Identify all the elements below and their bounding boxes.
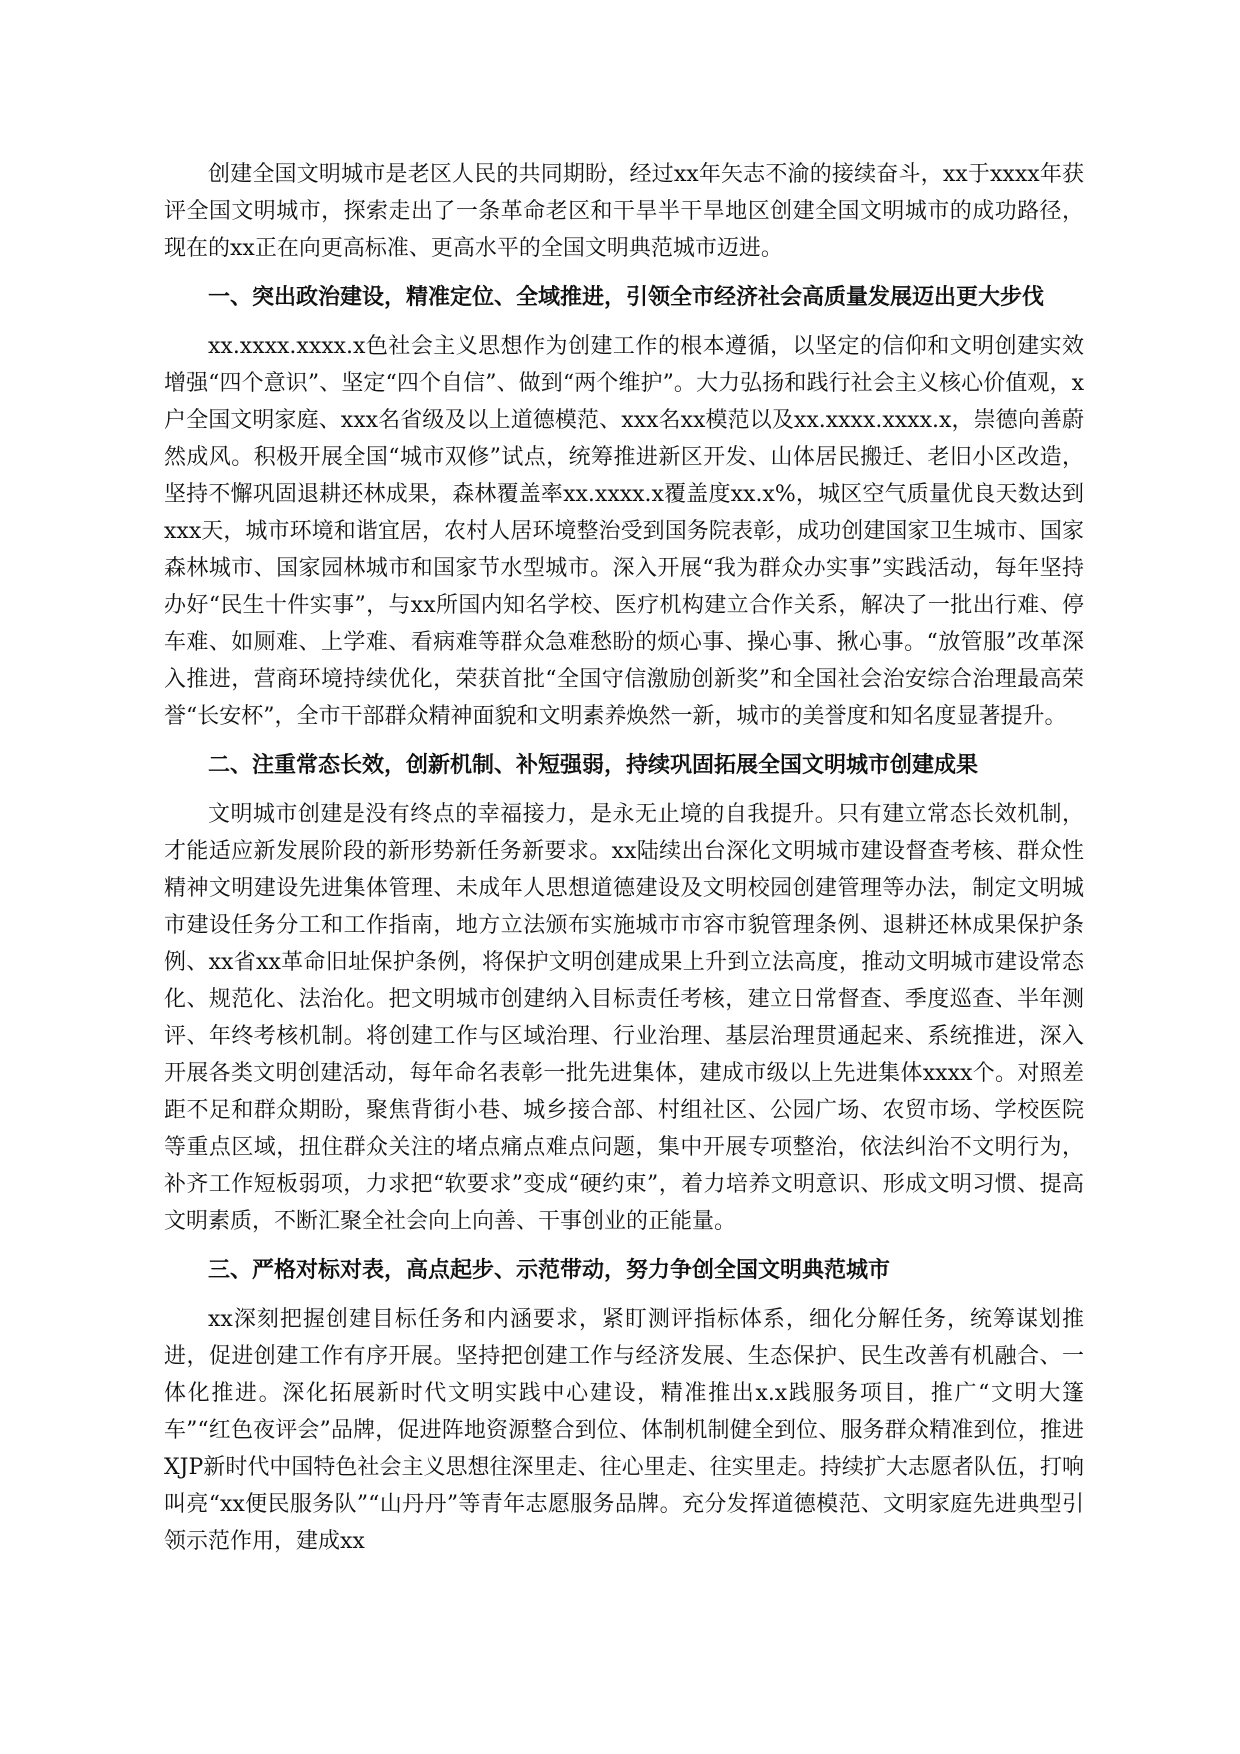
document-body — [164, 156, 1084, 1572]
section-2-body: 文明城市创建是没有终点的幸福接力，是永无止境的自我提升。只有建立常态长效机制，才能适应新发展阶段的新形势新任务新要求。xx陆续出台深化文明城市建设督查考核、群众性精神文明建设先进集体管理、未成年人思想道德建设及文明校园创建管理等办法，制定文明城市建设任务分工和工作指南，地方立法颁布实施城市市容市貌管理条例、退耕还林成果保护条例、xx省xx革命旧址保护条例，将保护文明创建成果上升到立法高度，推动文明城市建设常态化、规范化、法治化。把文明城市创建纳入目标责任考核，建立日常督查、季度巡查、半年测评、年终考核机制。将创建工作与区域治理、行业治理、基层治理贯通起来、系统推进，深入开展各类文明创建活动，每年命名表彰一批先进集体，建成市级以上先进集体xxxx个。对照差距不足和群众期盼，聚焦背街小巷、城乡接合部、村组社区、公园广场、农贸市场、学校医院等重点区域，扭住群众关注的堵点痛点难点问题，集中开展专项整治，依法纠治不文明行为，补齐工作短板弱项，力求把“软要求”变成“硬约束”，着力培养文明意识、形成文明习惯、提高文明素质，不断汇聚全社会向上向善、干事创业的正能量。 — [164, 802, 1084, 1234]
intro-paragraph: 创建全国文明城市是老区人民的共同期盼，经过xx年矢志不渝的接续奋斗，xx于xxxx年获评全国文明城市，探索走出了一条革命老区和干旱半干旱地区创建全国文明城市的成功路径，现在的xx正在向更高标准、更高水平的全国文明典范城市迈进。 — [164, 162, 1084, 261]
section-3-body: xx深刻把握创建目标任务和内涵要求，紧盯测评指标体系，细化分解任务，统筹谋划推进，促进创建工作有序开展。坚持把创建工作与经济发展、生态保护、民生改善有机融合、一体化推进。深化拓展新时代文明实践中心建设，精准推出x.x践服务项目，推广“文明大篷车”“红色夜评会”品牌，促进阵地资源整合到位、体制机制健全到位、服务群众精准到位，推进XJP新时代中国特色社会主义思想往深里走、往心里走、往实里走。持续扩大志愿者队伍，打响叫亮“xx便民服务队”“山丹丹”等青年志愿服务品牌。充分发挥道德模范、文明家庭先进典型引领示范作用，建成xx — [164, 1307, 1084, 1554]
section-1-heading: 一、突出政治建设，精准定位、全域推进，引领全市经济社会高质量发展迈出更大步伐 — [208, 285, 1045, 310]
section-2-heading: 二、注重常态长效，创新机制、补短强弱，持续巩固拓展全国文明城市创建成果 — [208, 753, 979, 778]
section-3-heading: 三、严格对标对表，高点起步、示范带动，努力争创全国文明典范城市 — [208, 1258, 891, 1283]
section-1-body: xx.xxxx.xxxx.x色社会主义思想作为创建工作的根本遵循，以坚定的信仰和文明创建实效增强“四个意识”、坚定“四个自信”、做到“两个维护”。大力弘扬和践行社会主义核心价值观，x户全国文明家庭、xxx名省级及以上道德模范、xxx名xx模范以及xx.xxxx.xxxx.x，崇德向善蔚然成风。积极开展全国“城市双修”试点，统筹推进新区开发、山体居民搬迁、老旧小区改造，坚持不懈巩固退耕还林成果，森林覆盖率xx.xxxx.x覆盖度xx.x%，城区空气质量优良天数达到xxx天，城市环境和谐宜居，农村人居环境整治受到国务院表彰，成功创建国家卫生城市、国家森林城市、国家园林城市和国家节水型城市。深入开展“我为群众办实事”实践活动，每年坚持办好“民生十件实事”，与xx所国内知名学校、医疗机构建立合作关系，解决了一批出行难、停车难、如厕难、上学难、看病难等群众急难愁盼的烦心事、操心事、揪心事。“放管服”改革深入推进，营商环境持续优化，荣获首批“全国守信激励创新奖”和全国社会治安综合治理最高荣誉“长安杯”，全市干部群众精神面貌和文明素养焕然一新，城市的美誉度和知名度显著提升。 — [164, 334, 1084, 729]
